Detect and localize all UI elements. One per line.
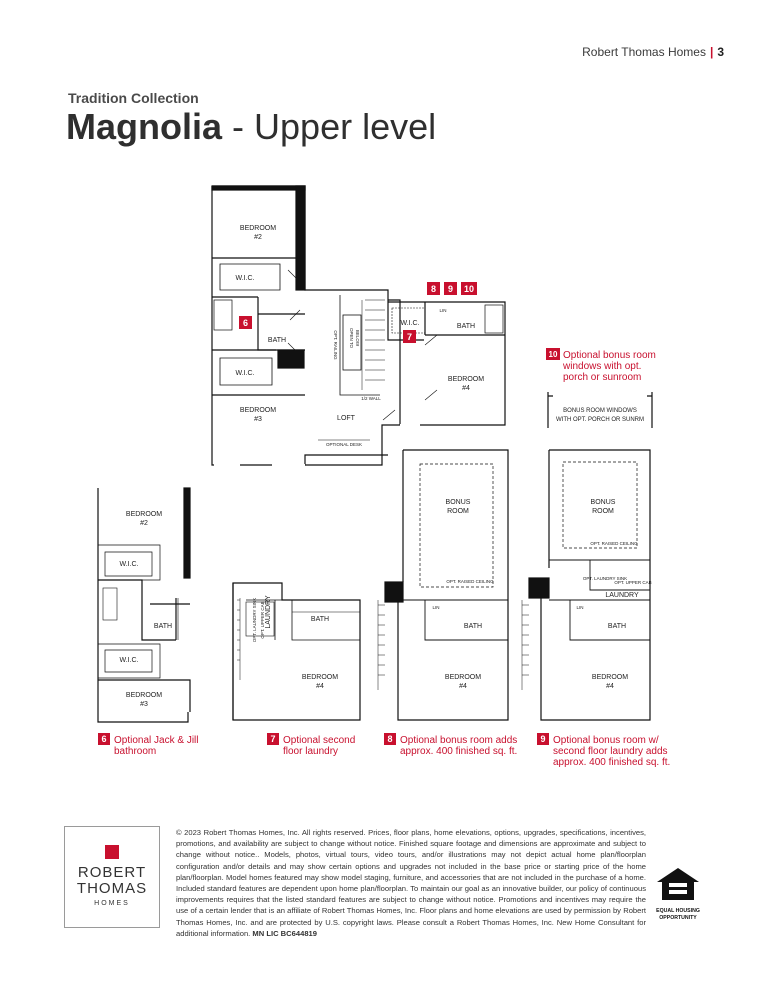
opt9-laundry: LAUNDRY	[605, 592, 639, 599]
opt6-bedroom3-num: #3	[140, 701, 148, 708]
caption-6	[98, 733, 198, 757]
label-below: BELOW	[355, 329, 360, 347]
svg-text:approx. 400 finished sq. ft.: approx. 400 finished sq. ft.	[553, 757, 671, 768]
label-wic1: W.I.C.	[235, 275, 255, 282]
opt7-bath: BATH	[310, 616, 330, 623]
option9-floor-plan	[522, 450, 650, 720]
header-separator: |	[709, 45, 714, 59]
opt7-bedroom4: BEDROOM	[301, 674, 339, 681]
opt6-bedroom2-num: #2	[140, 520, 148, 527]
svg-text:bathroom: bathroom	[114, 746, 157, 757]
opt6-bath: BATH	[153, 623, 173, 630]
label-loft: LOFT	[337, 415, 355, 422]
opt9-laundry-sink: OPT. LAUNDRY SINK	[582, 576, 628, 581]
opt8-bonus: BONUS	[445, 499, 471, 506]
label-opt-railing: OPT. RAILING	[333, 330, 338, 360]
svg-text:6: 6	[101, 734, 107, 744]
legal-text: © 2023 Robert Thomas Homes, Inc. All rights reserved. Prices, floor plans, home elevations, options, upgrades, specifications, incentives, promotions, and availability are subject to change without notice. Finished square footage and dimensions are approximate and subject to change without notice.. Models, photos, virtual tours, video tours, and/or illustrations may not depict actual home plan/floorplan configuration and/or details and may show certain options and upgrades not included in the base price or starting price of the home plan/floorplan. Model homes featured may show model staging, furniture, and accessories that are not included in the purchase of a home. Included standard features are dependent upon home plan/floorplan. To maintain our goal as an innovative builder, our policy of continuous improvements requires that the listed standard features are subject to change without notice. Promotions and incentives may require the use of a certain lender that is an affiliate of Robert Thomas Homes, Inc. Floor plans and home elevations are used by permission by Robert Thomas Homes, Inc. and are protected by U.S. copyright laws. Please consult a Robert Thomas Homes, Inc. New Home Consultant for additional information.	[176, 828, 646, 938]
option8-floor-plan	[378, 450, 508, 720]
opt6-bedroom2: BEDROOM	[125, 511, 163, 518]
caption-7	[267, 733, 355, 757]
opt6-bedroom3: BEDROOM	[125, 692, 163, 699]
badge-8	[427, 282, 440, 295]
label-wic3: W.I.C.	[400, 320, 420, 327]
caption-10	[546, 348, 656, 383]
collection-name: Tradition Collection	[68, 90, 199, 106]
logo-line2: THOMAS	[76, 880, 148, 897]
caption-9	[537, 733, 670, 768]
svg-text:second floor laundry adds: second floor laundry adds	[553, 746, 668, 757]
equal-housing-line1: EQUAL HOUSING	[656, 908, 700, 914]
svg-text:7: 7	[406, 332, 413, 342]
badge-9	[444, 282, 457, 295]
plan-level: - Upper level	[232, 106, 437, 147]
opt9-upper-cab: OPT. UPPER CAB	[614, 580, 652, 585]
label-bonus-windows-2: WITH OPT. PORCH OR SUNRM	[556, 417, 644, 423]
opt8-bedroom4: BEDROOM	[444, 674, 482, 681]
label-bedroom4: BEDROOM	[447, 376, 485, 383]
svg-text:8: 8	[387, 734, 393, 744]
svg-text:porch or sunroom: porch or sunroom	[563, 372, 642, 383]
logo-mark-icon	[105, 845, 119, 859]
opt9-raised-ceiling: OPT. RAISED CEILING	[590, 541, 638, 546]
svg-text:Optional Jack & Jill: Optional Jack & Jill	[114, 735, 199, 746]
svg-text:10: 10	[463, 284, 475, 294]
label-opt-desk: OPTIONAL DESK	[325, 442, 363, 447]
page-number: 3	[717, 45, 724, 59]
svg-text:8: 8	[430, 284, 437, 294]
label-lin: LIN	[439, 308, 447, 313]
svg-text:Optional bonus room: Optional bonus room	[563, 350, 656, 361]
badge-6	[239, 316, 252, 329]
label-bedroom4-num: #4	[462, 385, 470, 392]
opt7-bedroom4-num: #4	[316, 683, 324, 690]
svg-text:9: 9	[447, 284, 454, 294]
opt9-bedroom4: BEDROOM	[591, 674, 629, 681]
brand-name: Robert Thomas Homes	[582, 45, 706, 59]
opt7-upper-cab: OPT. UPPER CAB	[260, 601, 265, 639]
equal-housing-line2: OPPORTUNITY	[659, 915, 697, 921]
opt7-laundry: LAUNDRY	[265, 595, 272, 629]
equal-housing-icon	[655, 866, 701, 902]
opt7-laundry-sink: OPT. LAUNDRY SINK	[252, 597, 257, 643]
opt6-wic2: W.I.C.	[119, 657, 139, 664]
svg-text:Optional bonus room adds: Optional bonus room adds	[400, 735, 518, 746]
legal-disclaimer	[176, 827, 646, 939]
opt6-wic1: W.I.C.	[119, 561, 139, 568]
svg-text:floor laundry: floor laundry	[283, 746, 339, 757]
opt9-bath: BATH	[607, 623, 627, 630]
label-bedroom3: BEDROOM	[239, 407, 277, 414]
svg-text:windows with opt.: windows with opt.	[563, 361, 642, 372]
license-number: MN LIC BC644819	[252, 928, 317, 938]
badge-10	[461, 282, 477, 295]
label-bonus-windows-1: BONUS ROOM WINDOWS	[563, 408, 637, 414]
label-bedroom2-num: #2	[254, 234, 262, 241]
opt8-bedroom4-num: #4	[459, 683, 467, 690]
label-wic2: W.I.C.	[235, 370, 255, 377]
badge-7	[403, 330, 416, 343]
label-half-wall: 1/2 WALL	[361, 396, 381, 401]
svg-text:Optional bonus room w/: Optional bonus room w/	[553, 735, 659, 746]
svg-text:Optional second: Optional second	[283, 735, 356, 746]
logo-line3: HOMES	[94, 900, 130, 907]
label-bath: BATH	[267, 337, 287, 344]
company-logo	[64, 826, 160, 928]
opt9-room: ROOM	[592, 508, 614, 515]
caption-8	[384, 733, 517, 757]
label-bedroom3-num: #3	[254, 416, 262, 423]
opt9-lin: LIN	[576, 605, 584, 610]
svg-text:10: 10	[548, 350, 558, 359]
svg-text:7: 7	[270, 734, 276, 744]
equal-housing-logo	[652, 866, 704, 921]
svg-text:approx. 400 finished sq. ft.: approx. 400 finished sq. ft.	[400, 746, 518, 757]
opt8-lin: LIN	[432, 605, 440, 610]
opt8-raised-ceiling: OPT. RAISED CEILING	[446, 579, 494, 584]
svg-text:9: 9	[540, 734, 546, 744]
opt9-bonus: BONUS	[590, 499, 616, 506]
opt8-bath: BATH	[463, 623, 483, 630]
opt8-room: ROOM	[447, 508, 469, 515]
svg-text:6: 6	[242, 318, 249, 328]
plan-name: Magnolia	[66, 106, 223, 147]
label-bath2: BATH	[456, 323, 476, 330]
label-bedroom2: BEDROOM	[239, 225, 277, 232]
logo-line1: ROBERT	[77, 864, 147, 881]
label-open-to: OPEN TO	[349, 327, 354, 349]
opt9-bedroom4-num: #4	[606, 683, 614, 690]
